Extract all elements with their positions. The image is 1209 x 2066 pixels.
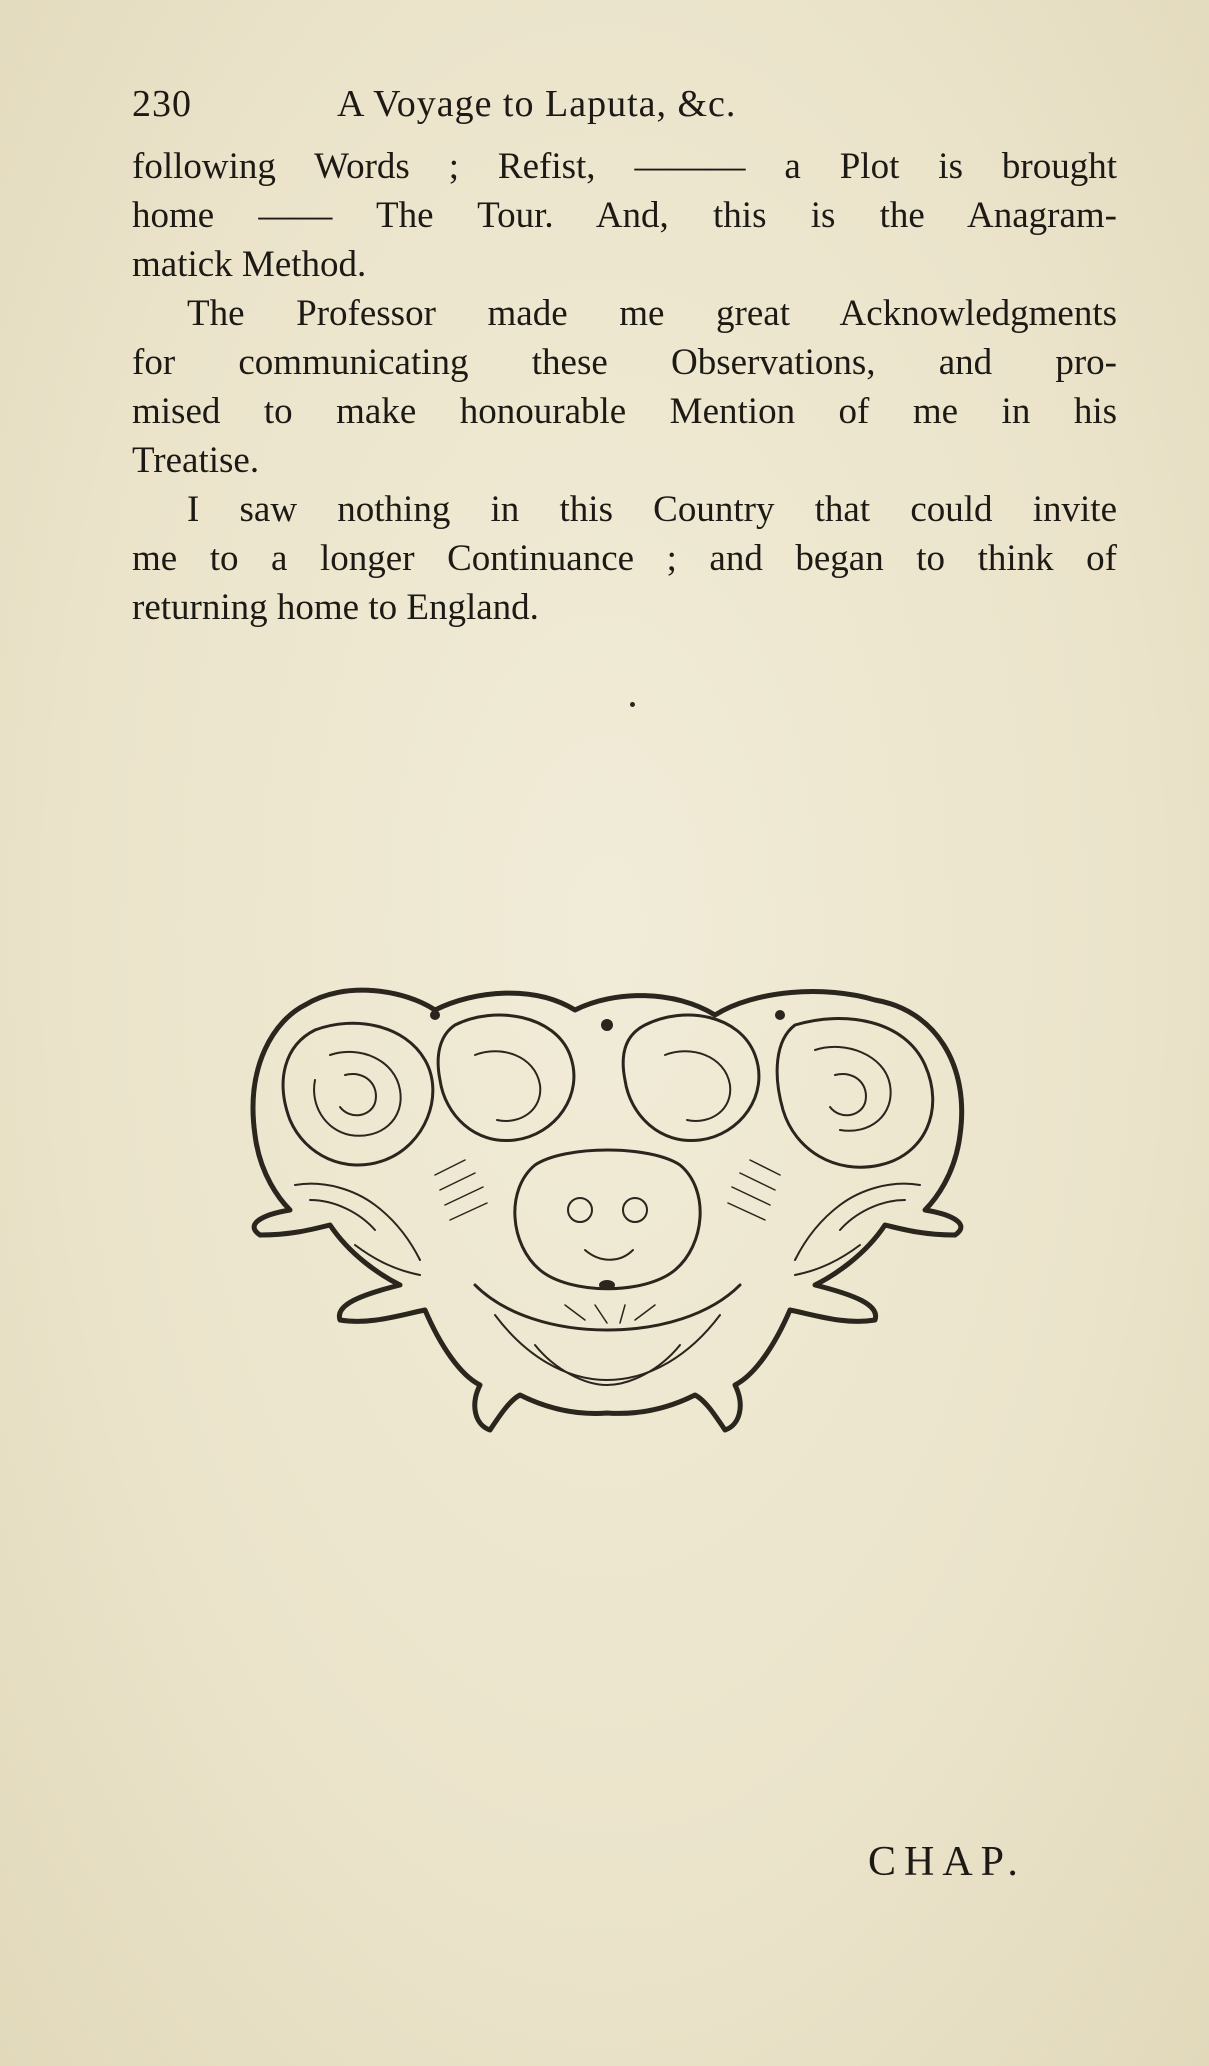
text-line: matick Method. xyxy=(132,244,367,285)
text-line: me to a longer Continuance ; and began to think of xyxy=(132,538,1117,579)
stray-ink-dot xyxy=(630,702,635,707)
text-line: following Words ; Refist, ——— a Plot is brought xyxy=(132,146,1117,187)
text-line: Treatise. xyxy=(132,440,260,481)
running-title: A Voyage to Laputa, &c. xyxy=(337,83,737,125)
running-header xyxy=(132,82,1132,132)
text-line: mised to make honourable Mention of me in his xyxy=(132,391,1117,432)
page-number: 230 xyxy=(132,83,192,125)
text-line: home —— The Tour. And, this is the Anagram- xyxy=(132,195,1117,236)
catchword: CHAP. xyxy=(868,1839,1026,1885)
text-line: for communicating these Observations, and pro- xyxy=(132,342,1117,383)
floral-tailpiece-ornament-icon xyxy=(235,985,980,1445)
text-line: I saw nothing in this Country that could invite xyxy=(187,489,1117,530)
text-line: The Professor made me great Acknowledgments xyxy=(187,293,1117,334)
text-line: returning home to England. xyxy=(132,587,539,628)
body-text xyxy=(132,142,1117,632)
